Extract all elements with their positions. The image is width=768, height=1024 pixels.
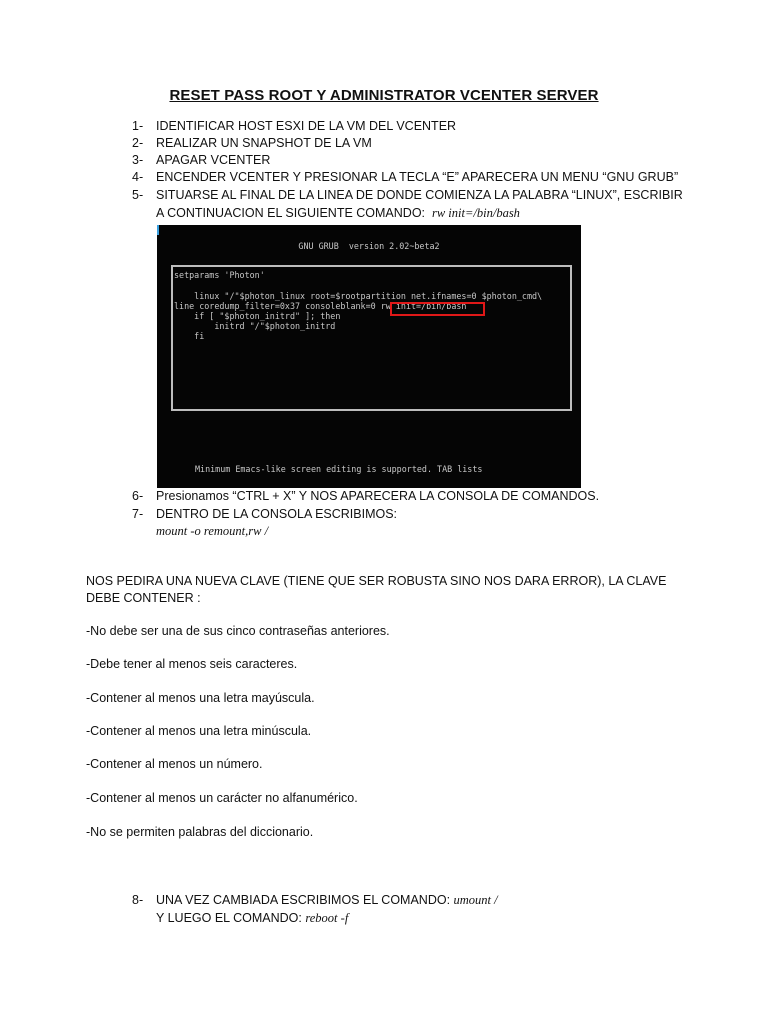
command-text: reboot -f <box>305 911 349 925</box>
requirement-item: -No se permiten palabras del diccionario. <box>86 825 314 839</box>
grub-header: GNU GRUB version 2.02~beta2 <box>298 241 440 251</box>
step-text: SITUARSE AL FINAL DE LA LINEA DE DONDE COMIENZA LA PALABRA “LINUX”, ESCRIBIR <box>156 188 683 202</box>
step-5 <box>132 187 683 204</box>
grub-help-text <box>195 445 498 488</box>
grub-help-line: Minimum Emacs-like screen editing is supported. TAB lists <box>195 463 483 474</box>
step-text: Presionamos “CTRL + X” Y NOS APARECERA LA CONSOLA DE COMANDOS. <box>156 489 600 503</box>
command-text: umount / <box>453 893 498 907</box>
requirement-item: -Contener al menos una letra minúscula. <box>86 724 312 738</box>
step-8 <box>132 892 498 909</box>
password-intro-line: DEBE CONTENER : <box>86 591 201 605</box>
requirement-item: -No debe ser una de sus cinco contraseñas anteriores. <box>86 624 390 638</box>
terminal-edge-marker <box>157 225 159 235</box>
command-text: rw init=/bin/bash <box>431 206 520 220</box>
step-1 <box>132 118 456 135</box>
step-8-continuation <box>156 910 348 927</box>
step-number: 3- <box>132 153 144 167</box>
step-3 <box>132 152 270 169</box>
step-7 <box>132 506 397 523</box>
step-text: UNA VEZ CAMBIADA ESCRIBIMOS EL COMANDO: <box>156 893 451 907</box>
step-5-continuation <box>156 205 520 222</box>
grub-screenshot <box>157 225 581 488</box>
requirement-item: -Contener al menos una letra mayúscula. <box>86 691 315 705</box>
grub-line: initrd "/"$photon_initrd <box>174 321 336 331</box>
step-6 <box>132 488 599 505</box>
step-number: 7- <box>132 507 144 521</box>
step-text: ENCENDER VCENTER Y PRESIONAR LA TECLA “E” APARECERA UN MENU “GNU GRUB” <box>156 170 679 184</box>
step-text: IDENTIFICAR HOST ESXI DE LA VM DEL VCENTER <box>156 119 457 133</box>
requirement-item: -Contener al menos un número. <box>86 757 263 771</box>
step-text: A CONTINUACION EL SIGUIENTE COMANDO: <box>156 206 426 220</box>
step-7-command: mount -o remount,rw / <box>156 524 269 538</box>
grub-line: linux "/"$photon_linux root=$rootpartition net.ifnames=0 $photon_cmd\ <box>174 291 543 301</box>
step-number: 2- <box>132 136 144 150</box>
grub-line: if [ "$photon_initrd" ]; then <box>174 311 341 321</box>
requirement-item: -Debe tener al menos seis caracteres. <box>86 657 298 671</box>
step-text: APAGAR VCENTER <box>156 153 271 167</box>
step-2 <box>132 135 372 152</box>
step-number: 4- <box>132 170 144 184</box>
requirement-item: -Contener al menos un carácter no alfanumérico. <box>86 791 358 805</box>
highlight-box <box>390 302 485 316</box>
step-text: Y LUEGO EL COMANDO: <box>156 911 302 925</box>
password-intro-line: NOS PEDIRA UNA NUEVA CLAVE (TIENE QUE SER ROBUSTA SINO NOS DARA ERROR), LA CLAVE <box>86 574 667 588</box>
step-text: REALIZAR UN SNAPSHOT DE LA VM <box>156 136 372 150</box>
step-number: 5- <box>132 188 144 202</box>
grub-line: fi <box>174 331 205 341</box>
grub-edit-box <box>171 265 572 411</box>
step-number: 8- <box>132 893 144 907</box>
step-number: 1- <box>132 119 144 133</box>
grub-line: setparams 'Photon' <box>174 270 265 280</box>
page-title: RESET PASS ROOT Y ADMINISTRATOR VCENTER SERVER <box>169 87 599 104</box>
step-text: DENTRO DE LA CONSOLA ESCRIBIMOS: <box>156 507 398 521</box>
grub-line: line coredump_filter=0x37 consoleblank=0 rw init=/bin/bash <box>174 301 467 311</box>
step-4 <box>132 169 678 186</box>
step-number: 6- <box>132 489 144 503</box>
